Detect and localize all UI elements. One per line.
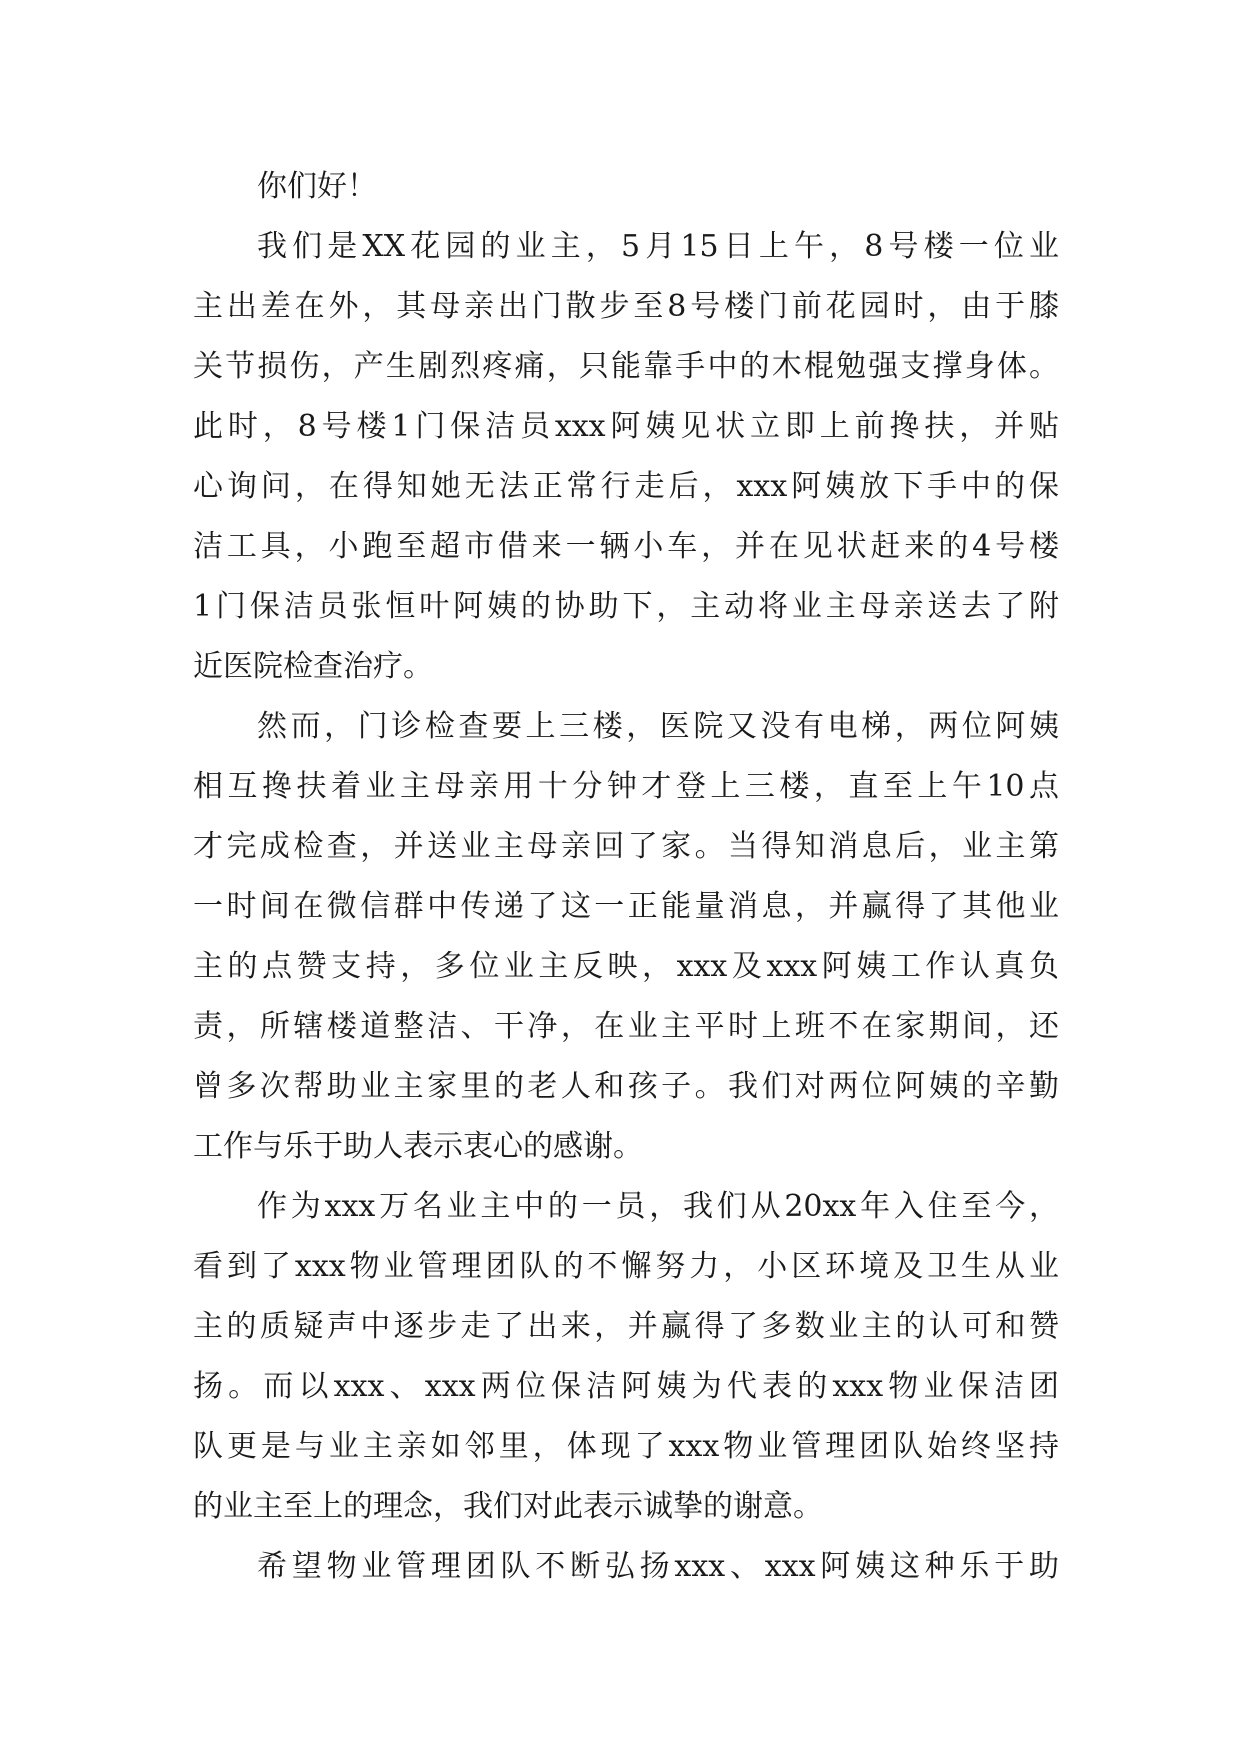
text-line: 队更是与业主亲如邻里，体现了xxx物业管理团队始终坚持 — [193, 1429, 1059, 1464]
text-line: 看到了xxx物业管理团队的不懈努力，小区环境及卫生从业 — [193, 1249, 1059, 1284]
text-line: 心询问，在得知她无法正常行走后，xxx阿姨放下手中的保 — [193, 469, 1059, 504]
text-line: 1门保洁员张恒叶阿姨的协助下，主动将业主母亲送去了附 — [193, 589, 1059, 624]
text-line: 一时间在微信群中传递了这一正能量消息，并赢得了其他业 — [193, 889, 1059, 924]
text-line: 曾多次帮助业主家里的老人和孩子。我们对两位阿姨的辛勤 — [193, 1069, 1059, 1104]
text-line: 你们好！ — [257, 169, 377, 204]
text-line: 洁工具，小跑至超市借来一辆小车，并在见状赶来的4号楼 — [193, 529, 1059, 564]
text-line: 的业主至上的理念，我们对此表示诚挚的谢意。 — [193, 1489, 823, 1524]
text-line: 扬。而以xxx、xxx两位保洁阿姨为代表的xxx物业保洁团 — [193, 1369, 1059, 1404]
text-line: 工作与乐于助人表示衷心的感谢。 — [193, 1129, 643, 1164]
letter-body — [193, 157, 1059, 1597]
text-line: 关节损伤，产生剧烈疼痛，只能靠手中的木棍勉强支撑身体。 — [193, 349, 1059, 384]
text-line: 主的质疑声中逐步走了出来，并赢得了多数业主的认可和赞 — [193, 1309, 1059, 1344]
text-line: 我们是XX花园的业主，5月15日上午，8号楼一位业 — [257, 229, 1059, 264]
text-line: 责，所辖楼道整洁、干净，在业主平时上班不在家期间，还 — [193, 1009, 1059, 1044]
text-line: 主的点赞支持，多位业主反映，xxx及xxx阿姨工作认真负 — [193, 949, 1059, 984]
text-line: 近医院检查治疗。 — [193, 649, 433, 684]
text-line: 希望物业管理团队不断弘扬xxx、xxx阿姨这种乐于助 — [257, 1549, 1059, 1584]
text-line: 主出差在外，其母亲出门散步至8号楼门前花园时，由于膝 — [193, 289, 1059, 324]
text-line: 作为xxx万名业主中的一员，我们从20xx年入住至今， — [257, 1189, 1059, 1224]
text-line: 然而，门诊检查要上三楼，医院又没有电梯，两位阿姨 — [257, 709, 1059, 744]
text-line: 此时，8号楼1门保洁员xxx阿姨见状立即上前搀扶，并贴 — [193, 409, 1059, 444]
text-line: 相互搀扶着业主母亲用十分钟才登上三楼，直至上午10点 — [193, 769, 1059, 804]
text-line: 才完成检查，并送业主母亲回了家。当得知消息后，业主第 — [193, 829, 1059, 864]
